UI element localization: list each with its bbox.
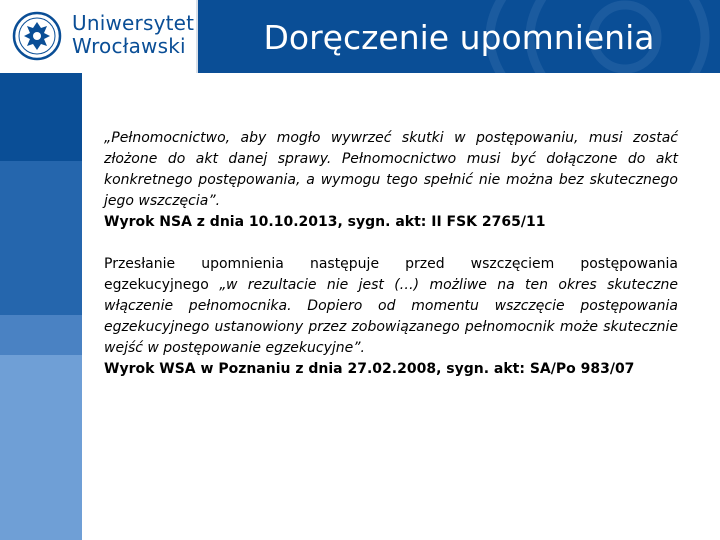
intro-wsa: Przesłanie upomnienia następuje przed wszczęciem postępowania egzekucyjnego — [104, 256, 678, 293]
ruling-nsa: Wyrok NSA z dnia 10.10.2013, sygn. akt: II FSK 2765/11 — [104, 214, 546, 230]
block-nsa — [104, 128, 678, 233]
university-logo — [0, 0, 196, 73]
page-title: Doręczenie upomnienia — [263, 18, 655, 57]
paragraph-wsa — [104, 254, 678, 359]
sidebar-band-4 — [0, 355, 82, 540]
sidebar-band-1 — [0, 73, 82, 161]
sidebar-decoration — [0, 73, 82, 540]
quote-wsa: „w rezultacie nie jest (…) możliwe na ten okres skuteczne włączenie pełnomocnika. Dopiero od momentu wszczęcie postępowania egzekucyjnego ustanowiony przez zobowiązanego pełnomocnik może skutecznie wejść w postępowanie egzekucyjne”. — [104, 277, 678, 356]
sidebar-band-3 — [0, 315, 82, 355]
slide-content — [104, 128, 678, 380]
sidebar-band-2 — [0, 161, 82, 315]
logo-line-2: Wrocławski — [72, 34, 186, 58]
logo-text — [72, 12, 194, 58]
university-emblem-icon — [12, 11, 62, 61]
logo-line-1: Uniwersytet — [72, 11, 195, 35]
header — [0, 0, 720, 73]
quote-nsa: „Pełnomocnictwo, aby mogło wywrzeć skutki w postępowaniu, musi zostać złożone do akt danej sprawy. Pełnomocnictwo musi być dołączone do akt konkretnego postępowania, a wymogu tego spełnić nie można bez skutecznego jego wszczęcia”. — [104, 130, 678, 209]
block-wsa — [104, 254, 678, 380]
ruling-wsa: Wyrok WSA w Poznaniu z dnia 27.02.2008, sygn. akt: SA/Po 983/07 — [104, 361, 635, 377]
title-bar — [198, 0, 720, 73]
